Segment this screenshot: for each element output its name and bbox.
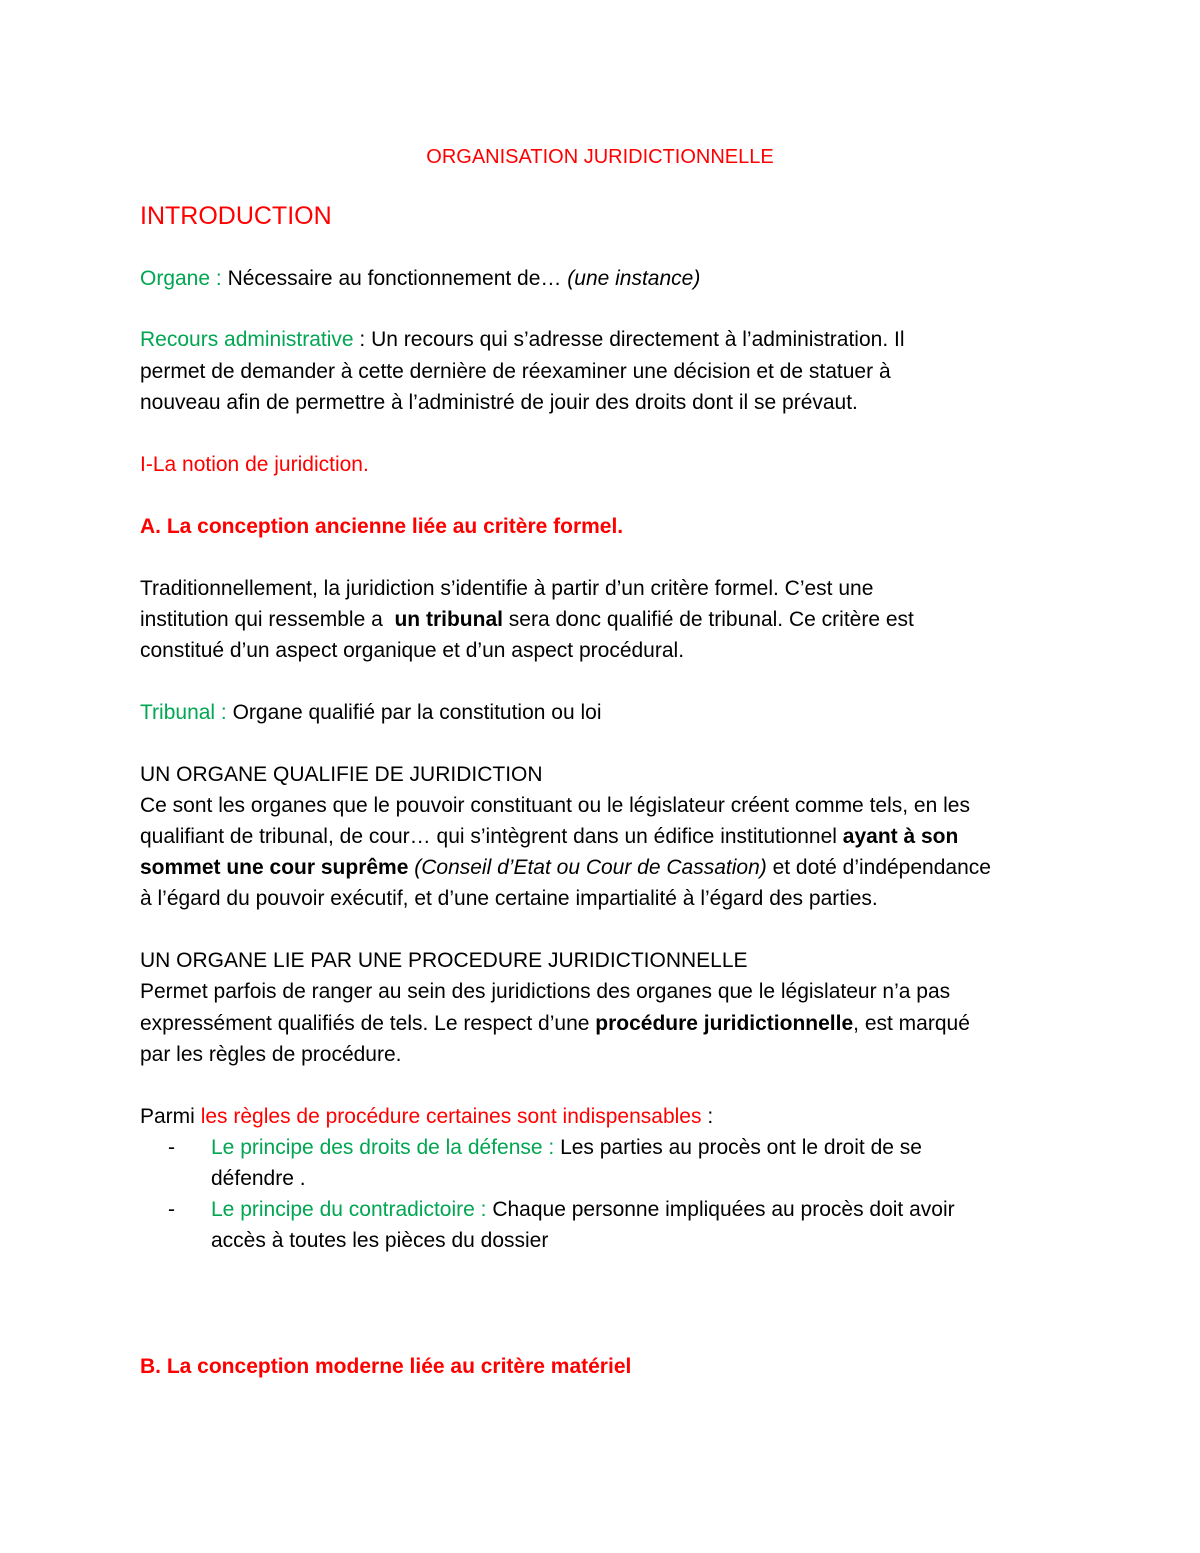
organe-term: Organe : xyxy=(140,267,228,290)
organe-definition xyxy=(140,263,700,294)
bullet-2-line-2: accès à toutes les pièces du dossier xyxy=(211,1229,549,1252)
parmi-prefix: Parmi xyxy=(140,1105,201,1128)
bullet-1-line-2: défendre . xyxy=(211,1167,306,1190)
bullet-2-text: Chaque personne impliquées au procès doit avoir xyxy=(492,1198,955,1221)
document-title: ORGANISATION JURIDICTIONNELLE xyxy=(426,146,774,168)
organe-qualifie-heading: UN ORGANE QUALIFIE DE JURIDICTION xyxy=(140,763,543,786)
tribunal-definition xyxy=(140,697,602,728)
organe-qualifie-line-1: Ce sont les organes que le pouvoir constituant ou le législateur créent comme tels, en les xyxy=(140,794,970,817)
trad-text-2b: sera donc qualifié de tribunal. Ce critère est xyxy=(502,608,914,631)
recours-text-1: : Un recours qui s’adresse directement à l’administration. Il xyxy=(359,328,905,351)
organe-lie-line-2 xyxy=(140,1008,970,1039)
section-a-heading: A. La conception ancienne liée au critère formel. xyxy=(140,515,624,538)
trad-line-1: Traditionnellement, la juridiction s’identifie à partir d’un critère formel. C’est une xyxy=(140,577,874,600)
recours-term: Recours administrative xyxy=(140,328,360,351)
organe-lie-text-2a: expressément qualifiés de tels. Le respect d’une xyxy=(140,1012,596,1035)
bullet-1-text: Les parties au procès ont le droit de se xyxy=(560,1136,922,1159)
parmi-line xyxy=(140,1101,713,1132)
introduction-heading: INTRODUCTION xyxy=(140,202,332,230)
bullet-2-line-1 xyxy=(211,1194,955,1225)
organe-lie-bold: procédure juridictionnelle xyxy=(595,1012,854,1035)
parmi-suffix: : xyxy=(701,1105,714,1128)
organe-lie-heading: UN ORGANE LIE PAR UNE PROCEDURE JURIDICTIONNELLE xyxy=(140,949,748,972)
tribunal-term: Tribunal : xyxy=(140,701,233,724)
trad-line-3: constitué d’un aspect organique et d’un aspect procédural. xyxy=(140,639,685,662)
organe-qualifie-text-2a: qualifiant de tribunal, de cour… qui s’intègrent dans un édifice institutionnel xyxy=(140,825,843,848)
organe-qualifie-line-3 xyxy=(140,852,991,883)
tribunal-text: Organe qualifié par la constitution ou loi xyxy=(232,701,602,724)
parmi-red: les règles de procédure certaines sont indispensables xyxy=(200,1105,702,1128)
organe-note: (une instance) xyxy=(567,267,701,290)
organe-qualifie-bold-2: ayant à son xyxy=(842,825,959,848)
organe-qualifie-bold-3: sommet une cour suprême xyxy=(140,856,409,879)
section-1-heading: I-La notion de juridiction. xyxy=(140,453,369,476)
organe-qualifie-line-4: à l’égard du pouvoir exécutif, et d’une certaine impartialité à l’égard des parties. xyxy=(140,887,878,910)
trad-text-2a: institution qui ressemble a xyxy=(140,608,395,631)
bullet-dash-2: - xyxy=(168,1198,175,1221)
organe-qualifie-text-3b: et doté d’indépendance xyxy=(766,856,991,879)
trad-bold: un tribunal xyxy=(394,608,503,631)
bullet-1-term: Le principe des droits de la défense : xyxy=(211,1136,561,1159)
organe-lie-line-1: Permet parfois de ranger au sein des juridictions des organes que le législateur n’a pas xyxy=(140,980,951,1003)
trad-line-2 xyxy=(140,604,914,635)
organe-lie-line-3: par les règles de procédure. xyxy=(140,1043,402,1066)
organe-qualifie-line-2 xyxy=(140,821,958,852)
organe-text: Nécessaire au fonctionnement de… xyxy=(227,267,568,290)
recours-line-1 xyxy=(140,324,905,355)
bullet-1-line-1 xyxy=(211,1132,922,1163)
section-b-heading: B. La conception moderne liée au critère matériel xyxy=(140,1355,632,1378)
organe-qualifie-ital-3: (Conseil d’Etat ou Cour de Cassation) xyxy=(408,856,767,879)
bullet-2-term: Le principe du contradictoire : xyxy=(211,1198,493,1221)
bullet-dash-1: - xyxy=(168,1136,175,1159)
recours-line-3: nouveau afin de permettre à l’administré de jouir des droits dont il se prévaut. xyxy=(140,391,858,414)
recours-line-2: permet de demander à cette dernière de réexaminer une décision et de statuer à xyxy=(140,360,891,383)
organe-lie-text-2b: , est marqué xyxy=(853,1012,970,1035)
